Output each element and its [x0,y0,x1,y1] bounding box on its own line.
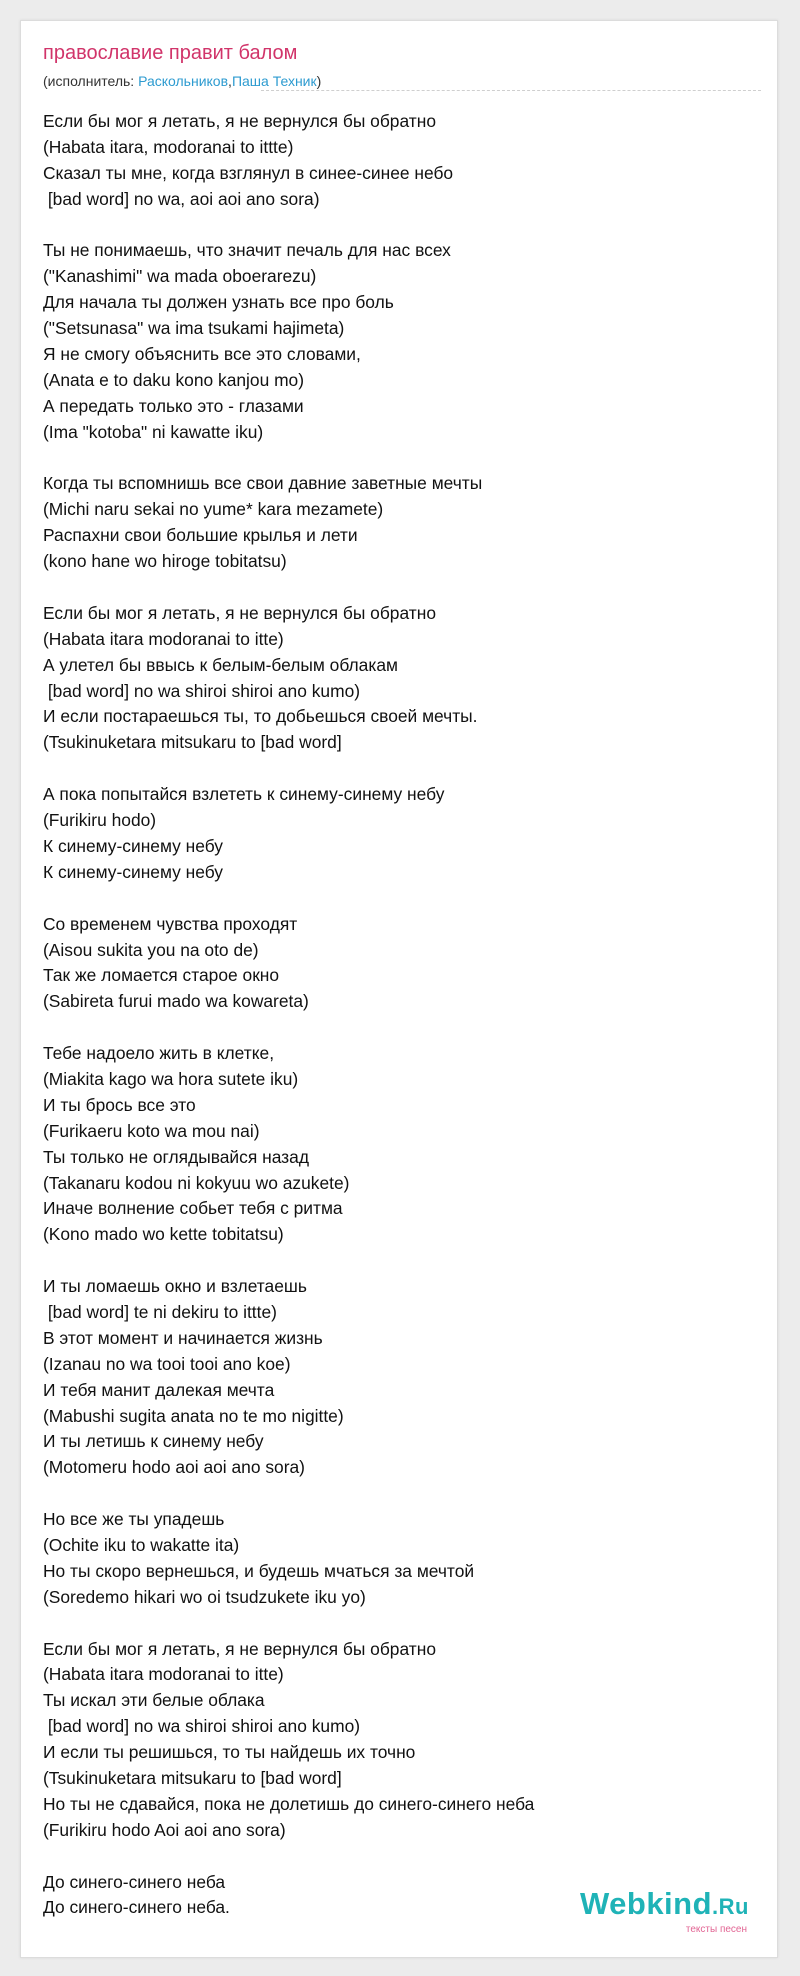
lyric-line: Если бы мог я летать, я не вернулся бы обратно [43,602,437,623]
logo-tagline: тексты песен [685,1924,747,1935]
lyric-line: (Izanau no wa tooi tooi ano koe) [43,1353,291,1374]
lyric-line: (Takanaru kodou ni kokyuu wo azukete) [43,1172,350,1193]
lyric-line: (Habata itara modoranai to itte) [43,628,284,649]
lyric-line: Когда ты вспомнишь все свои давние заветные мечты [43,473,483,494]
lyric-line: Со временем чувства проходят [43,913,298,934]
logo-main-text: Webkind [579,1886,713,1921]
lyric-line: (Anata e to daku kono kanjou mo) [43,369,305,390]
lyric-line: Ты только не оглядывайся назад [43,1146,309,1167]
lyric-line: Иначе волнение собьет тебя с ритма [43,1198,343,1219]
lyric-line: А передать только это - глазами [43,395,304,416]
lyric-line: Но все же ты упадешь [43,1509,225,1530]
performer-separator: , [228,73,232,89]
lyric-line: [bad word] no wa shiroi shiroi ano kumo) [43,680,361,701]
lyric-line: И ты брось все это [43,1094,196,1115]
lyric-line: (Furikiru hodo) [43,810,157,831]
site-logo[interactable] [579,1886,749,1935]
lyric-line: (Kono mado wo kette tobitatsu) [43,1224,284,1245]
lyric-line: И если постараешься ты, то добьешься своей мечты. [43,706,478,727]
lyric-line: И если ты решишься, то ты найдешь их точно [43,1742,416,1763]
lyric-line: Так же ломается старое окно [43,965,280,986]
stanza-gap [43,756,763,782]
lyric-line: (Miakita kago wa hora sutete iku) [43,1068,299,1089]
lyric-line: И тебя манит далекая мечта [43,1379,275,1400]
lyric-line: До синего-синего неба [43,1871,226,1892]
lyric-line: (Sabireta furui mado wa kowareta) [43,991,309,1012]
performer-line [43,73,321,89]
lyric-line: Распахни свои большие крылья и лети [43,525,358,546]
lyric-line: (kono hane wo hiroge tobitatsu) [43,551,287,572]
lyric-line: (Ochite iku to wakatte ita) [43,1534,240,1555]
stanza-gap [43,1844,763,1870]
lyric-line: (Tsukinuketara mitsukaru to [bad word] [43,732,342,753]
dashed-divider [261,90,761,91]
lyric-line: Сказал ты мне, когда взглянул в синее-синее небо [43,162,454,183]
stanza-gap [43,575,763,601]
artist-link-pasha-tehnik[interactable]: Паша Техник [231,73,317,89]
logo-domain-text: .Ru [712,1894,749,1919]
lyrics-card [20,20,778,1958]
stanza-gap [43,1611,763,1637]
song-title: православие правит балом [43,42,298,64]
lyric-line: (Habata itara modoranai to itte) [43,1664,284,1685]
lyric-line: (Furikaeru koto wa mou nai) [43,1120,260,1141]
lyric-line: В этот момент и начинается жизнь [43,1327,323,1348]
lyric-line: [bad word] no wa, aoi aoi ano sora) [43,188,320,209]
lyric-line: К синему-синему небу [43,835,224,856]
lyric-line: (Mabushi sugita anata no te mo nigitte) [43,1405,344,1426]
lyric-line: К синему-синему небу [43,861,224,882]
lyric-line: А улетел бы ввысь к белым-белым облакам [43,654,398,675]
lyric-line: (Motomeru hodo aoi aoi ano sora) [43,1457,305,1478]
lyric-line: До синего-синего неба. [43,1897,230,1918]
lyric-line: Для начала ты должен узнать все про боль [43,292,394,313]
lyric-line: Если бы мог я летать, я не вернулся бы обратно [43,1638,437,1659]
lyric-line: ("Setsunasa" wa ima tsukami hajimeta) [43,318,345,339]
lyric-line: Но ты не сдавайся, пока не долетишь до синего-синего неба [43,1793,535,1814]
lyric-line: (Michi naru sekai no yume* kara mezamete) [43,499,384,520]
stanza-gap [43,1248,763,1274]
lyric-line: Я не смогу объяснить все это словами, [43,344,361,365]
lyric-line: Если бы мог я летать, я не вернулся бы обратно [43,111,437,131]
logo-wordmark [579,1886,749,1922]
lyric-line: (Aisou sukita you na oto de) [43,939,259,960]
stanza-gap [43,1481,763,1507]
stanza-gap [43,886,763,912]
lyric-line: Ты не понимаешь, что значит печаль для нас всех [43,240,451,261]
lyric-line: [bad word] te ni dekiru to ittte) [43,1301,277,1322]
lyric-line: (Furikiru hodo Aoi aoi ano sora) [43,1819,286,1840]
lyric-line: Тебе надоело жить в клетке, [43,1043,275,1064]
lyric-line: (Tsukinuketara mitsukaru to [bad word] [43,1768,342,1788]
lyric-line: Ты искал эти белые облака [43,1690,265,1711]
lyrics-text [43,109,763,1921]
artist-link-raskolnikov[interactable]: Раскольников [138,73,229,89]
lyric-line: (Soredemo hikari wo oi tsudzukete iku yo) [43,1586,366,1607]
stanza-gap [43,213,763,239]
lyric-line: (Ima "kotoba" ni kawatte iku) [43,421,264,442]
lyric-line: ("Kanashimi" wa mada oboerarezu) [43,266,317,287]
lyric-line: (Habata itara, modoranai to ittte) [43,136,294,157]
performer-suffix: ) [316,73,322,89]
lyric-line: Но ты скоро вернешься, и будешь мчаться за мечтой [43,1560,475,1581]
performer-prefix: (исполнитель: [43,73,139,89]
lyric-line: И ты летишь к синему небу [43,1431,264,1452]
stanza-gap [43,446,763,472]
lyric-line: И ты ломаешь окно и взлетаешь [43,1276,307,1297]
lyric-line: [bad word] no wa shiroi shiroi ano kumo) [43,1716,361,1737]
lyric-line: А пока попытайся взлететь к синему-синему небу [43,784,445,805]
stanza-gap [43,1015,763,1041]
